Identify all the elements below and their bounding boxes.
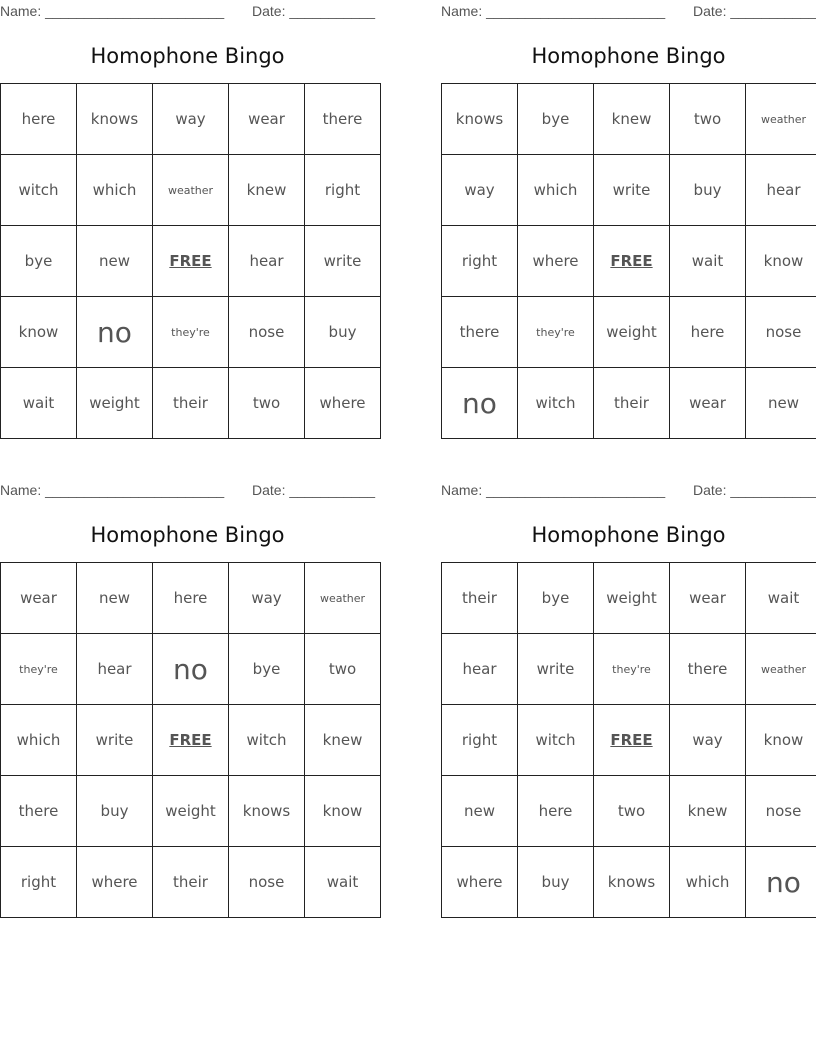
bingo-cell: wear <box>670 563 746 634</box>
bingo-cell: bye <box>518 563 594 634</box>
bingo-row <box>442 155 816 226</box>
bingo-cell: no <box>442 368 518 439</box>
name-field-label: Name: _______________________ <box>441 3 666 19</box>
bingo-row <box>442 226 816 297</box>
bingo-cell: way <box>229 563 305 634</box>
bingo-cell: weight <box>153 776 229 847</box>
bingo-cell: which <box>77 155 153 226</box>
bingo-cell: write <box>305 226 381 297</box>
bingo-row <box>1 776 381 847</box>
bingo-cell: right <box>442 226 518 297</box>
bingo-row <box>442 847 816 918</box>
bingo-cell: hear <box>746 155 816 226</box>
bingo-cell: they're <box>518 297 594 368</box>
bingo-cell: weight <box>594 563 670 634</box>
bingo-row <box>1 297 381 368</box>
card-title: Homophone Bingo <box>531 44 726 68</box>
bingo-cell: wear <box>229 84 305 155</box>
bingo-cell: weather <box>305 563 381 634</box>
bingo-grid <box>0 562 381 918</box>
bingo-row <box>1 84 381 155</box>
bingo-row <box>1 634 381 705</box>
bingo-row <box>442 297 816 368</box>
bingo-cell: write <box>77 705 153 776</box>
bingo-cell: there <box>1 776 77 847</box>
bingo-cell: no <box>746 847 816 918</box>
bingo-cell: way <box>153 84 229 155</box>
bingo-cell: know <box>305 776 381 847</box>
bingo-cell: write <box>594 155 670 226</box>
bingo-row <box>1 155 381 226</box>
bingo-cell: which <box>1 705 77 776</box>
bingo-cell: their <box>153 847 229 918</box>
bingo-row <box>442 84 816 155</box>
free-space-cell: FREE <box>153 705 229 776</box>
date-field-label: Date: ___________ <box>252 482 375 498</box>
date-field-label: Date: ___________ <box>693 482 816 498</box>
bingo-row <box>442 368 816 439</box>
bingo-cell: they're <box>153 297 229 368</box>
bingo-cell: which <box>518 155 594 226</box>
bingo-cell: buy <box>670 155 746 226</box>
bingo-cell: right <box>1 847 77 918</box>
bingo-cell: wait <box>746 563 816 634</box>
card-title: Homophone Bingo <box>531 523 726 547</box>
bingo-cell: hear <box>229 226 305 297</box>
bingo-cell: new <box>442 776 518 847</box>
bingo-cell: bye <box>1 226 77 297</box>
bingo-card <box>0 479 375 913</box>
bingo-cell: know <box>746 705 816 776</box>
name-field-label: Name: _______________________ <box>0 3 225 19</box>
bingo-grid <box>441 562 816 918</box>
bingo-cell: witch <box>1 155 77 226</box>
bingo-cell: right <box>442 705 518 776</box>
bingo-row <box>442 705 816 776</box>
bingo-cell: where <box>305 368 381 439</box>
bingo-cell: witch <box>518 368 594 439</box>
bingo-cell: wear <box>670 368 746 439</box>
bingo-cell: two <box>670 84 746 155</box>
bingo-row <box>442 634 816 705</box>
bingo-cell: their <box>153 368 229 439</box>
bingo-cell: there <box>442 297 518 368</box>
bingo-cell: nose <box>229 297 305 368</box>
bingo-row <box>1 563 381 634</box>
bingo-cell: weather <box>746 634 816 705</box>
bingo-cell: no <box>153 634 229 705</box>
bingo-cell: knew <box>229 155 305 226</box>
bingo-cell: knows <box>442 84 518 155</box>
bingo-cell: wait <box>305 847 381 918</box>
bingo-row <box>1 847 381 918</box>
bingo-cell: know <box>1 297 77 368</box>
bingo-cell: witch <box>229 705 305 776</box>
bingo-card <box>441 479 816 913</box>
bingo-cell: there <box>670 634 746 705</box>
bingo-cell: nose <box>229 847 305 918</box>
bingo-cell: no <box>77 297 153 368</box>
bingo-cell: buy <box>518 847 594 918</box>
bingo-row <box>442 776 816 847</box>
date-field-label: Date: ___________ <box>693 3 816 19</box>
bingo-cell: there <box>305 84 381 155</box>
bingo-cell: knows <box>77 84 153 155</box>
bingo-cell: weather <box>153 155 229 226</box>
bingo-cell: witch <box>518 705 594 776</box>
bingo-cell: hear <box>442 634 518 705</box>
bingo-grid <box>441 83 816 439</box>
bingo-card <box>441 0 816 434</box>
bingo-cell: bye <box>518 84 594 155</box>
name-field-label: Name: _______________________ <box>0 482 225 498</box>
bingo-cell: nose <box>746 776 816 847</box>
bingo-cell: which <box>670 847 746 918</box>
bingo-cell: here <box>518 776 594 847</box>
bingo-cell: wear <box>1 563 77 634</box>
card-title: Homophone Bingo <box>90 523 285 547</box>
free-space-cell: FREE <box>594 705 670 776</box>
name-field-label: Name: _______________________ <box>441 482 666 498</box>
bingo-grid <box>0 83 381 439</box>
bingo-cell: weight <box>594 297 670 368</box>
bingo-cell: weight <box>77 368 153 439</box>
date-field-label: Date: ___________ <box>252 3 375 19</box>
bingo-cell: here <box>670 297 746 368</box>
bingo-row <box>1 226 381 297</box>
bingo-cell: wait <box>670 226 746 297</box>
bingo-cell: they're <box>594 634 670 705</box>
bingo-cell: knows <box>229 776 305 847</box>
bingo-cell: right <box>305 155 381 226</box>
bingo-cell: where <box>518 226 594 297</box>
bingo-cell: new <box>746 368 816 439</box>
bingo-cell: two <box>594 776 670 847</box>
bingo-cell: knew <box>594 84 670 155</box>
bingo-cell: nose <box>746 297 816 368</box>
bingo-cell: here <box>153 563 229 634</box>
bingo-cell: new <box>77 563 153 634</box>
bingo-cell: write <box>518 634 594 705</box>
bingo-cell: buy <box>305 297 381 368</box>
free-space-cell: FREE <box>594 226 670 297</box>
card-title: Homophone Bingo <box>90 44 285 68</box>
bingo-cell: know <box>746 226 816 297</box>
bingo-cell: hear <box>77 634 153 705</box>
bingo-cell: way <box>670 705 746 776</box>
bingo-row <box>1 705 381 776</box>
bingo-cell: where <box>442 847 518 918</box>
bingo-cell: two <box>305 634 381 705</box>
bingo-card <box>0 0 375 434</box>
bingo-cell: where <box>77 847 153 918</box>
bingo-cell: buy <box>77 776 153 847</box>
bingo-cell: two <box>229 368 305 439</box>
free-space-cell: FREE <box>153 226 229 297</box>
bingo-cell: they're <box>1 634 77 705</box>
bingo-row <box>442 563 816 634</box>
bingo-cell: knew <box>305 705 381 776</box>
bingo-row <box>1 368 381 439</box>
bingo-cell: wait <box>1 368 77 439</box>
bingo-cell: knew <box>670 776 746 847</box>
bingo-cell: bye <box>229 634 305 705</box>
bingo-cell: knows <box>594 847 670 918</box>
bingo-cell: weather <box>746 84 816 155</box>
bingo-cell: their <box>594 368 670 439</box>
bingo-cell: new <box>77 226 153 297</box>
bingo-cell: their <box>442 563 518 634</box>
bingo-cell: way <box>442 155 518 226</box>
bingo-cell: here <box>1 84 77 155</box>
